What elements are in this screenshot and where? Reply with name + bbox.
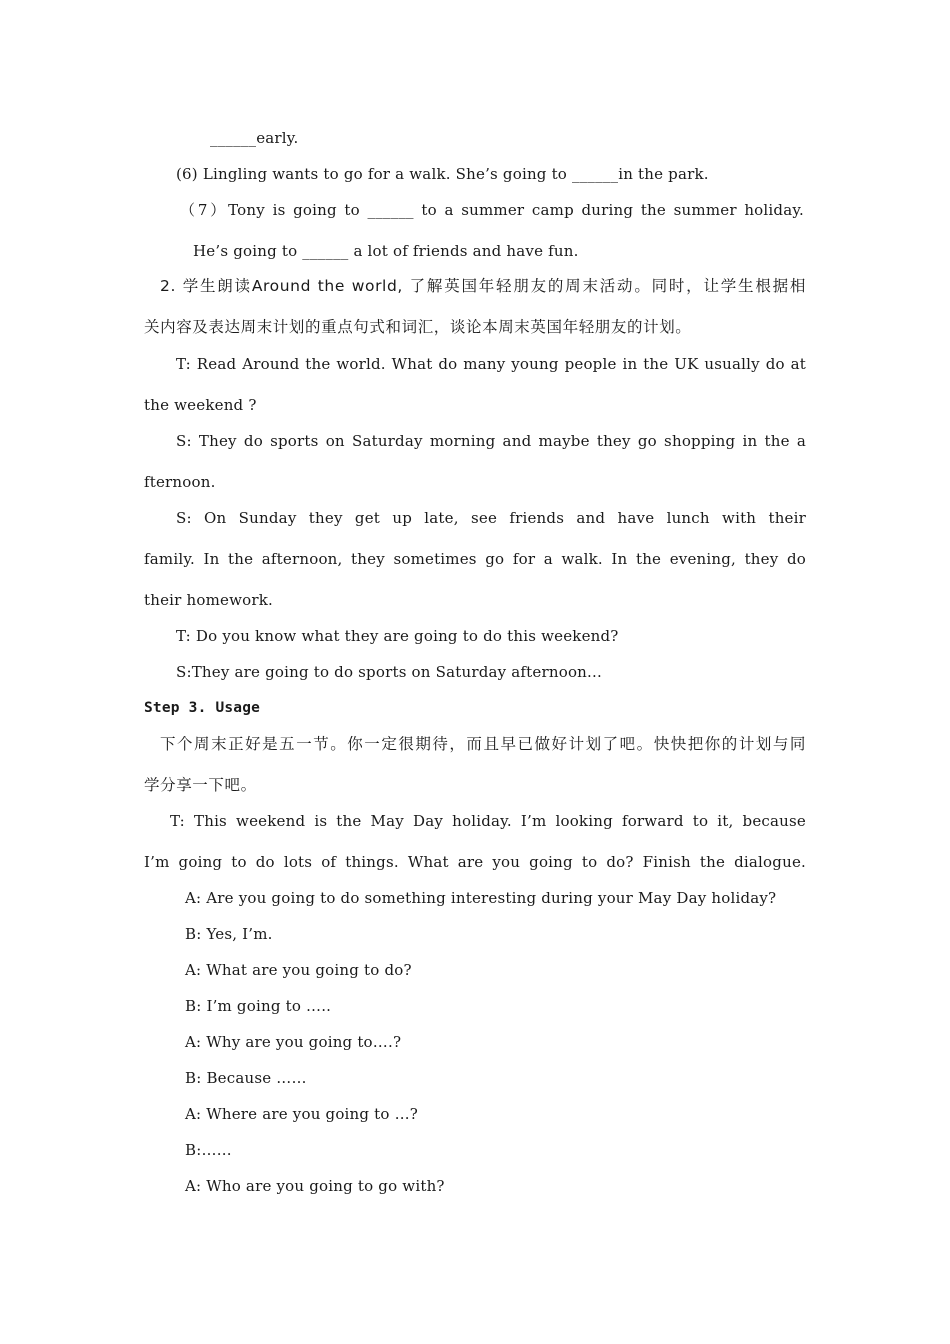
teacher-line-1-continuation: the weekend ?: [144, 396, 257, 414]
student-line-2-continuation: family. In the afternoon, they sometimes go for a walk. In the evening, they do: [144, 550, 806, 568]
student-line-3: S:They are going to do sports on Saturday afternoon...: [176, 663, 602, 681]
dialogue-a-3: A: Why are you going to….?: [185, 1033, 402, 1051]
dialogue-a-2: A: What are you going to do?: [185, 961, 412, 979]
student-line-1: S: They do sports on Saturday morning and maybe they go shopping in the a: [176, 432, 806, 450]
teacher-line-1: T: Read Around the world. What do many young people in the UK usually do at: [176, 355, 806, 373]
instruction-2-continuation: 关内容及表达周末计划的重点句式和词汇，谈论本周末英国年轻朋友的计划。: [144, 318, 692, 336]
exercise-7: （7）Tony is going to ______ to a summer camp during the summer holiday.: [180, 201, 804, 219]
instruction-2: 2. 学生朗读Around the world, 了解英国年轻朋友的周末活动。同时，让学生根据相: [160, 277, 806, 295]
student-line-1-continuation: fternoon.: [144, 473, 216, 491]
step-3-heading: Step 3. Usage: [144, 700, 261, 716]
usage-instruction-continuation: 学分享一下吧。: [144, 776, 257, 794]
dialogue-a-5: A: Who are you going to go with?: [185, 1177, 445, 1195]
exercise-6: (6) Lingling wants to go for a walk. She’s going to ______in the park.: [176, 165, 709, 183]
teacher-line-3-continuation: I’m going to do lots of things. What are you going to do? Finish the dialogue.: [144, 853, 806, 871]
dialogue-a-4: A: Where are you going to …?: [185, 1105, 419, 1123]
teacher-line-2: T: Do you know what they are going to do this weekend?: [176, 627, 619, 645]
dialogue-a-1: A: Are you going to do something interesting during your May Day holiday?: [185, 889, 777, 907]
dialogue-b-4: B:……: [185, 1141, 232, 1159]
dialogue-b-3: B: Because ……: [185, 1069, 307, 1087]
student-line-2-end: their homework.: [144, 591, 273, 609]
dialogue-b-1: B: Yes, I’m.: [185, 925, 273, 943]
exercise-5-continuation: ______early.: [210, 129, 299, 147]
exercise-7-continuation: He’s going to ______ a lot of friends and have fun.: [193, 242, 579, 260]
teacher-line-3: T: This weekend is the May Day holiday. I’m looking forward to it, because: [170, 812, 806, 830]
student-line-2: S: On Sunday they get up late, see friends and have lunch with their: [176, 509, 806, 527]
usage-instruction: 下个周末正好是五一节。你一定很期待，而且早已做好计划了吧。快快把你的计划与同: [160, 735, 806, 753]
dialogue-b-2: B: I’m going to …..: [185, 997, 332, 1015]
